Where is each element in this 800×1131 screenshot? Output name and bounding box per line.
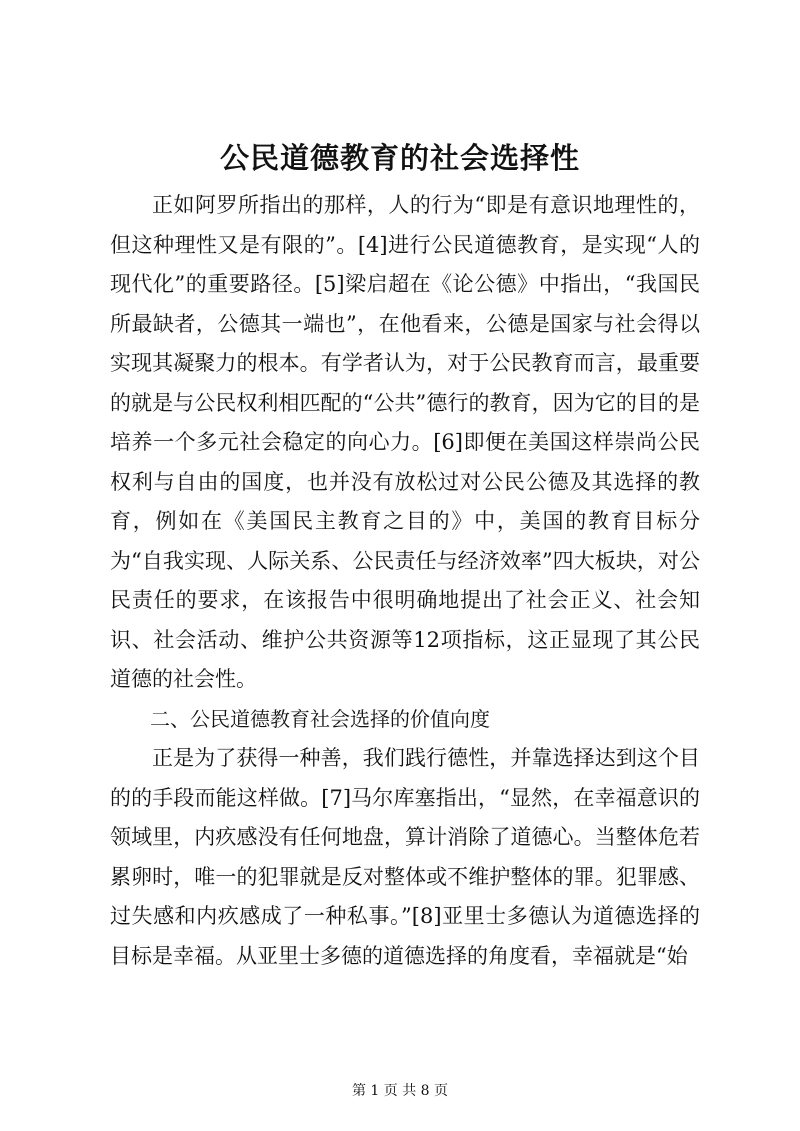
- page-footer: 第 1 页 共 8 页: [351, 1083, 449, 1099]
- section-heading: 二、公民道德教育社会选择的价值向度: [150, 706, 490, 731]
- document-body: [110, 186, 700, 976]
- paragraph-1: 正如阿罗所指出的那样，人的行为“即是有意识地理性的，但这种理性又是有限的”。[4]进行公民道德教育，是实现“人的现代化”的重要路径。[5]梁启超在《论公德》中指出，“我国民所最缺者，公德其一端也”，在他看来，公德是国家与社会得以实现其凝聚力的根本。有学者认为，对于公民教育而言，最重要的就是与公民权利相匹配的“公共”德行的教育，因为它的目的是培养一个多元社会稳定的向心力。[6]即便在美国这样崇尚公民权利与自由的国度，也并没有放松过对公民公德及其选择的教育，例如在《美国民主教育之目的》中，美国的教育目标分为“自我实现、人际关系、公民责任与经济效率”四大板块，对公民责任的要求，在该报告中很明确地提出了社会正义、社会知识、社会活动、维护公共资源等12项指标，这正显现了其公民道德的社会性。: [110, 193, 700, 691]
- paragraph-2: 正是为了获得一种善，我们践行德性，并靠选择达到这个目的的手段而能这样做。[7]马尔库塞指出，“显然，在幸福意识的领域里，内疚感没有任何地盘，算计消除了道德心。当整体危若累卵时，唯一的犯罪就是反对整体或不维护整体的罪。犯罪感、过失感和内疚感成了一种私事。”[8]亚里士多德认为道德选择的目标是幸福。从亚里士多德的道德选择的角度看，幸福就是“始: [110, 746, 700, 968]
- document-title: 公民道德教育的社会选择性: [219, 141, 580, 175]
